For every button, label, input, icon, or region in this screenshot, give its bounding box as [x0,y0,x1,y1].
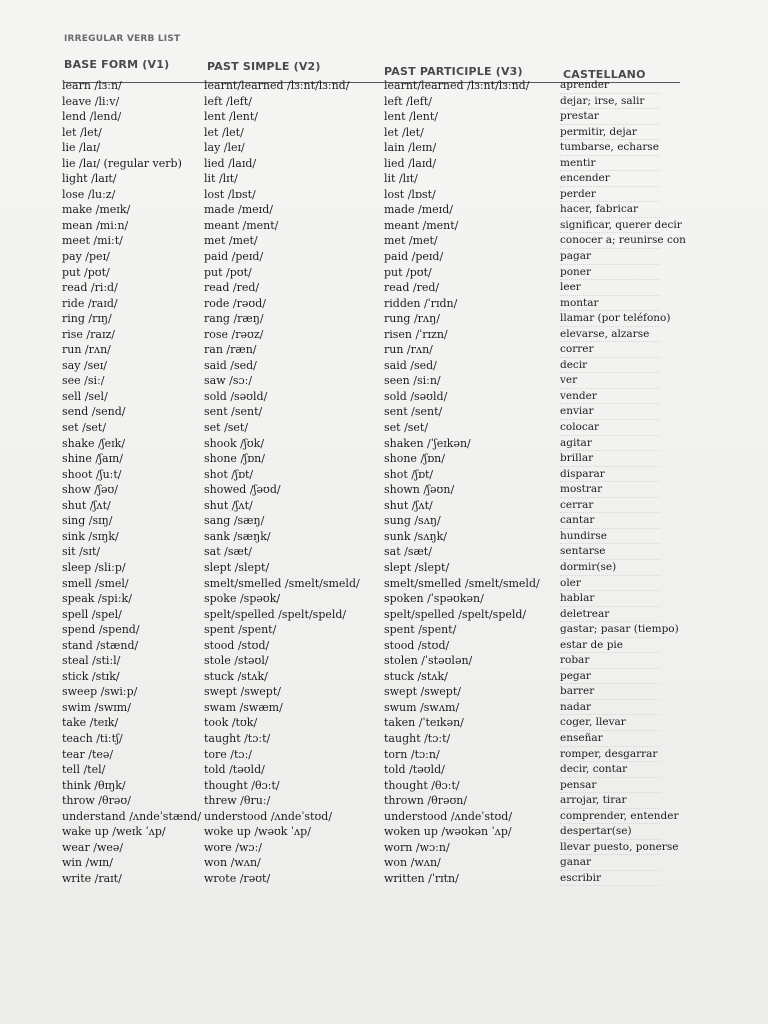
past-participle-cell: slept /slept/ [384,560,450,574]
past-simple-cell: put /pʊt/ [204,265,252,279]
base-form-cell: set /set/ [62,421,107,435]
table-row [0,855,768,871]
table-row [0,700,768,716]
past-participle-cell: rung /rʌŋ/ [384,312,440,326]
castellano-cell: arrojar, tirar [560,794,627,807]
base-form-cell: wake up /weɪk ˈʌp/ [62,825,166,839]
verb-table [0,78,768,886]
castellano-cell: comprender, entender [560,809,679,822]
past-participle-cell: worn /wɔːn/ [384,840,450,854]
header-past-participle: PAST PARTICIPLE (V3) [384,65,523,78]
past-participle-cell: risen /ˈrɪzn/ [384,327,448,341]
castellano-cell: sentarse [560,545,606,558]
past-participle-cell: ridden /ˈrɪdn/ [384,296,458,310]
table-row [0,684,768,700]
past-simple-cell: lay /leɪ/ [204,141,245,155]
base-form-cell: lend /lend/ [62,110,122,124]
past-participle-cell: smelt/smelled /smelt/smeld/ [384,576,540,590]
table-row [0,311,768,327]
past-simple-cell: understood /ʌndeˈstʊd/ [204,809,333,823]
castellano-cell: despertar(se) [560,825,632,838]
base-form-cell: write /raɪt/ [62,871,122,885]
base-form-cell: tell /tel/ [62,763,106,777]
castellano-cell: mentir [560,156,596,169]
past-simple-cell: lost /lɒst/ [204,187,256,201]
base-form-cell: sleep /sliːp/ [62,560,126,574]
base-form-cell: say /seɪ/ [62,358,107,372]
past-simple-cell: stood /stʊd/ [204,638,270,652]
table-row [0,94,768,110]
castellano-cell: hundirse [560,529,607,542]
base-form-cell: rise /raɪz/ [62,327,115,341]
base-form-cell: steal /stiːl/ [62,654,121,668]
past-participle-cell: lit /lɪt/ [384,172,418,186]
past-simple-cell: sold /səʊld/ [204,389,268,403]
past-participle-cell: spent /spent/ [384,623,457,637]
past-simple-cell: slept /slept/ [204,560,270,574]
base-form-cell: see /siː/ [62,374,105,388]
past-simple-cell: tore /tɔː/ [204,747,253,761]
past-participle-cell: told /təʊld/ [384,763,445,777]
table-row [0,249,768,265]
past-simple-cell: ran /ræn/ [204,343,257,357]
past-simple-cell: sank /sæŋk/ [204,529,271,543]
base-form-cell: run /rʌn/ [62,343,111,357]
past-simple-cell: shot /ʃɒt/ [204,467,254,481]
past-simple-cell: rose /rəʊz/ [204,327,264,341]
past-participle-cell: thrown /θrəʊn/ [384,794,468,808]
past-simple-cell: swam /swæm/ [204,700,283,714]
table-row [0,653,768,669]
past-simple-cell: meant /ment/ [204,218,279,232]
table-row [0,140,768,156]
past-simple-cell: shut /ʃʌt/ [204,498,253,512]
past-participle-cell: met /met/ [384,234,438,248]
table-row [0,280,768,296]
past-simple-cell: lent /lent/ [204,110,258,124]
castellano-cell: llevar puesto, ponerse [560,840,679,853]
table-row [0,265,768,281]
past-simple-cell: learnt/learned /lɜːnt/lɜːnd/ [204,79,350,92]
table-row [0,171,768,187]
past-simple-cell: showed /ʃəʊd/ [204,483,281,497]
past-simple-cell: thought /θɔːt/ [204,778,280,792]
base-form-cell: stick /stɪk/ [62,669,120,683]
past-simple-cell: sent /sent/ [204,405,263,419]
table-row [0,451,768,467]
castellano-cell: vender [560,389,597,402]
table-row [0,482,768,498]
base-form-cell: sit /sɪt/ [62,545,101,559]
table-row [0,187,768,203]
table-row [0,591,768,607]
castellano-cell: montar [560,296,599,309]
past-participle-cell: paid /peɪd/ [384,250,444,264]
castellano-cell: llamar (por teléfono) [560,312,671,325]
past-simple-cell: sat /sæt/ [204,545,252,559]
castellano-cell: decir, contar [560,763,628,776]
base-form-cell: swim /swɪm/ [62,700,131,714]
base-form-cell: read /riːd/ [62,281,118,295]
past-simple-cell: said /sed/ [204,358,257,372]
base-form-cell: sing /sɪŋ/ [62,514,113,528]
past-participle-cell: stuck /stʌk/ [384,669,448,683]
past-simple-cell: left /left/ [204,94,252,108]
base-form-cell: shoot /ʃuːt/ [62,467,122,481]
table-row [0,296,768,312]
base-form-cell: tear /teə/ [62,747,114,761]
castellano-cell: enseñar [560,731,603,744]
castellano-cell: coger, llevar [560,716,626,729]
past-simple-cell: smelt/smelled /smelt/smeld/ [204,576,360,590]
castellano-cell: cerrar [560,498,594,511]
past-simple-cell: lied /laɪd/ [204,156,257,170]
castellano-cell: mostrar [560,483,603,496]
table-row [0,715,768,731]
base-form-cell: leave /liːv/ [62,94,120,108]
past-participle-cell: won /wʌn/ [384,856,441,870]
base-form-cell: learn /lɜːn/ [62,79,122,92]
table-row [0,793,768,809]
past-simple-cell: wrote /rəʊt/ [204,871,271,885]
table-row [0,529,768,545]
castellano-cell: perder [560,187,596,200]
table-row [0,544,768,560]
base-form-cell: send /send/ [62,405,126,419]
past-participle-cell: read /red/ [384,281,440,295]
past-participle-cell: seen /siːn/ [384,374,441,388]
past-participle-cell: shaken /ˈʃeɪkən/ [384,436,471,450]
past-simple-cell: taught /tɔːt/ [204,731,271,745]
table-row [0,731,768,747]
table-row [0,669,768,685]
past-participle-cell: taken /ˈteɪkən/ [384,716,464,730]
past-simple-cell: wore /wɔː/ [204,840,262,854]
table-row [0,824,768,840]
castellano-cell: ganar [560,856,592,869]
castellano-cell: leer [560,281,581,294]
past-participle-cell: made /meɪd/ [384,203,453,217]
base-form-cell: pay /peɪ/ [62,250,110,264]
past-participle-cell: swum /swʌm/ [384,700,460,714]
castellano-cell: dormir(se) [560,560,617,573]
past-participle-cell: let /let/ [384,125,424,139]
past-simple-cell: spent /spent/ [204,623,277,637]
base-form-cell: stand /stænd/ [62,638,139,652]
past-participle-cell: written /ˈrɪtn/ [384,871,459,885]
past-simple-cell: won /wʌn/ [204,856,261,870]
table-row [0,218,768,234]
past-simple-cell: told /təʊld/ [204,763,265,777]
past-simple-cell: shook /ʃʊk/ [204,436,265,450]
table-row [0,233,768,249]
header-past-simple: PAST SIMPLE (V2) [207,60,321,73]
table-row [0,373,768,389]
base-form-cell: sell /sel/ [62,389,108,403]
table-row [0,420,768,436]
base-form-cell: throw /θrəʊ/ [62,794,131,808]
castellano-cell: oler [560,576,581,589]
castellano-cell: nadar [560,700,592,713]
table-row [0,513,768,529]
table-row [0,747,768,763]
table-row [0,638,768,654]
table-row [0,871,768,887]
list-title: IRREGULAR VERB LIST [64,34,181,44]
base-form-cell: understand /ʌndeˈstænd/ [62,809,202,823]
castellano-cell: disparar [560,467,605,480]
past-participle-cell: meant /ment/ [384,218,459,232]
past-simple-cell: sang /sæŋ/ [204,514,265,528]
base-form-cell: shine /ʃaɪn/ [62,452,123,466]
past-participle-cell: lent /lent/ [384,110,438,124]
castellano-cell: dejar; irse, salir [560,94,645,107]
table-row [0,607,768,623]
past-participle-cell: understood /ʌndeˈstʊd/ [384,809,513,823]
base-form-cell: smell /smel/ [62,576,129,590]
past-simple-cell: made /meɪd/ [204,203,273,217]
past-participle-cell: shut /ʃʌt/ [384,498,433,512]
castellano-cell: estar de pie [560,638,624,651]
base-form-cell: shut /ʃʌt/ [62,498,111,512]
table-row [0,498,768,514]
castellano-cell: decir [560,358,588,371]
past-participle-cell: torn /tɔːn/ [384,747,440,761]
castellano-cell: colocar [560,421,600,434]
castellano-cell: hacer, fabricar [560,203,639,216]
table-row [0,156,768,172]
castellano-cell: cantar [560,514,595,527]
castellano-cell: conocer a; reunirse con [560,234,686,247]
base-form-cell: let /let/ [62,125,102,139]
table-row [0,358,768,374]
table-row [0,622,768,638]
past-simple-cell: let /let/ [204,125,244,139]
table-row [0,576,768,592]
past-simple-cell: swept /swept/ [204,685,281,699]
past-participle-cell: left /left/ [384,94,432,108]
past-simple-cell: shone /ʃɒn/ [204,452,265,466]
castellano-cell: ver [560,374,578,387]
base-form-cell: make /meɪk/ [62,203,131,217]
base-form-cell: wear /weə/ [62,840,124,854]
castellano-cell: pagar [560,250,591,263]
past-simple-cell: stuck /stʌk/ [204,669,268,683]
past-participle-cell: shot /ʃɒt/ [384,467,434,481]
base-form-cell: lose /luːz/ [62,187,116,201]
past-participle-cell: spelt/spelled /spelt/speld/ [384,607,527,621]
castellano-cell: brillar [560,452,594,465]
header-base-form: BASE FORM (V1) [64,58,170,71]
castellano-cell: poner [560,265,592,278]
past-participle-cell: shown /ʃəʊn/ [384,483,455,497]
castellano-cell: encender [560,172,610,185]
castellano-cell: correr [560,343,594,356]
castellano-cell: agitar [560,436,592,449]
table-row [0,762,768,778]
base-form-cell: spell /spel/ [62,607,122,621]
past-simple-cell: threw /θruː/ [204,794,271,808]
table-row [0,560,768,576]
past-participle-cell: sold /səʊld/ [384,389,448,403]
castellano-cell: pegar [560,669,591,682]
table-row [0,327,768,343]
base-form-cell: spend /spend/ [62,623,140,637]
past-participle-cell: sent /sent/ [384,405,443,419]
castellano-cell: romper, desgarrar [560,747,658,760]
past-participle-cell: lied /laɪd/ [384,156,437,170]
past-participle-cell: learnt/learned /lɜːnt/lɜːnd/ [384,79,530,92]
past-simple-cell: stole /stəʊl/ [204,654,269,668]
castellano-cell: gastar; pasar (tiempo) [560,623,679,636]
past-simple-cell: lit /lɪt/ [204,172,238,186]
past-simple-cell: rode /rəʊd/ [204,296,266,310]
past-participle-cell: spoken /ˈspəʊkən/ [384,592,484,606]
past-participle-cell: lain /leɪn/ [384,141,437,155]
table-row [0,467,768,483]
past-participle-cell: sat /sæt/ [384,545,432,559]
castellano-cell: robar [560,654,590,667]
castellano-cell: elevarse, alzarse [560,327,650,340]
castellano-cell: significar, querer decir [560,218,682,231]
past-simple-cell: set /set/ [204,421,249,435]
past-simple-cell: met /met/ [204,234,258,248]
table-row [0,202,768,218]
castellano-cell: hablar [560,592,595,605]
past-simple-cell: saw /sɔː/ [204,374,253,388]
header-castellano: CASTELLANO [563,68,646,81]
base-form-cell: sweep /swiːp/ [62,685,138,699]
past-simple-cell: took /tʊk/ [204,716,258,730]
castellano-cell: deletrear [560,607,610,620]
base-form-cell: put /pʊt/ [62,265,110,279]
past-participle-cell: stood /stʊd/ [384,638,450,652]
table-row [0,778,768,794]
past-simple-cell: read /red/ [204,281,260,295]
base-form-cell: think /θɪŋk/ [62,778,126,792]
table-row [0,436,768,452]
castellano-cell: prestar [560,110,599,123]
past-participle-cell: sunk /sʌŋk/ [384,529,447,543]
base-form-cell: take /teɪk/ [62,716,119,730]
past-participle-cell: swept /swept/ [384,685,461,699]
castellano-cell: enviar [560,405,594,418]
table-row [0,342,768,358]
past-participle-cell: shone /ʃɒn/ [384,452,445,466]
past-participle-cell: sung /sʌŋ/ [384,514,441,528]
past-simple-cell: spoke /spəʊk/ [204,592,281,606]
table-row [0,389,768,405]
past-participle-cell: run /rʌn/ [384,343,433,357]
table-row [0,840,768,856]
past-participle-cell: put /pʊt/ [384,265,432,279]
castellano-cell: barrer [560,685,595,698]
castellano-cell: pensar [560,778,597,791]
castellano-cell: tumbarse, echarse [560,141,659,154]
base-form-cell: lie /laɪ/ (regular verb) [62,156,182,170]
base-form-cell: teach /tiːtʃ/ [62,731,123,745]
base-form-cell: speak /spiːk/ [62,592,132,606]
base-form-cell: win /wɪn/ [62,856,113,870]
past-simple-cell: woke up /wəʊk ˈʌp/ [204,825,311,839]
past-participle-cell: said /sed/ [384,358,437,372]
base-form-cell: sink /sɪŋk/ [62,529,119,543]
base-form-cell: mean /miːn/ [62,218,129,232]
table-row [0,809,768,825]
table-row [0,109,768,125]
past-participle-cell: set /set/ [384,421,429,435]
past-participle-cell: lost /lɒst/ [384,187,436,201]
castellano-cell: escribir [560,871,601,884]
past-simple-cell: paid /peɪd/ [204,250,264,264]
base-form-cell: show /ʃəʊ/ [62,483,118,497]
past-simple-cell: rang /ræŋ/ [204,312,264,326]
base-form-cell: ride /raɪd/ [62,296,118,310]
base-form-cell: meet /miːt/ [62,234,123,248]
table-row [0,125,768,141]
base-form-cell: ring /rɪŋ/ [62,312,112,326]
base-form-cell: lie /laɪ/ [62,141,101,155]
castellano-cell: aprender [560,79,609,91]
table-row [0,78,768,94]
table-row [0,404,768,420]
past-participle-cell: taught /tɔːt/ [384,731,451,745]
past-simple-cell: spelt/spelled /spelt/speld/ [204,607,347,621]
past-participle-cell: woken up /wəʊkən ˈʌp/ [384,825,512,839]
castellano-cell: permitir, dejar [560,125,637,138]
base-form-cell: light /laɪt/ [62,172,117,186]
past-participle-cell: stolen /ˈstəʊlən/ [384,654,473,668]
base-form-cell: shake /ʃeɪk/ [62,436,126,450]
past-participle-cell: thought /θɔːt/ [384,778,460,792]
